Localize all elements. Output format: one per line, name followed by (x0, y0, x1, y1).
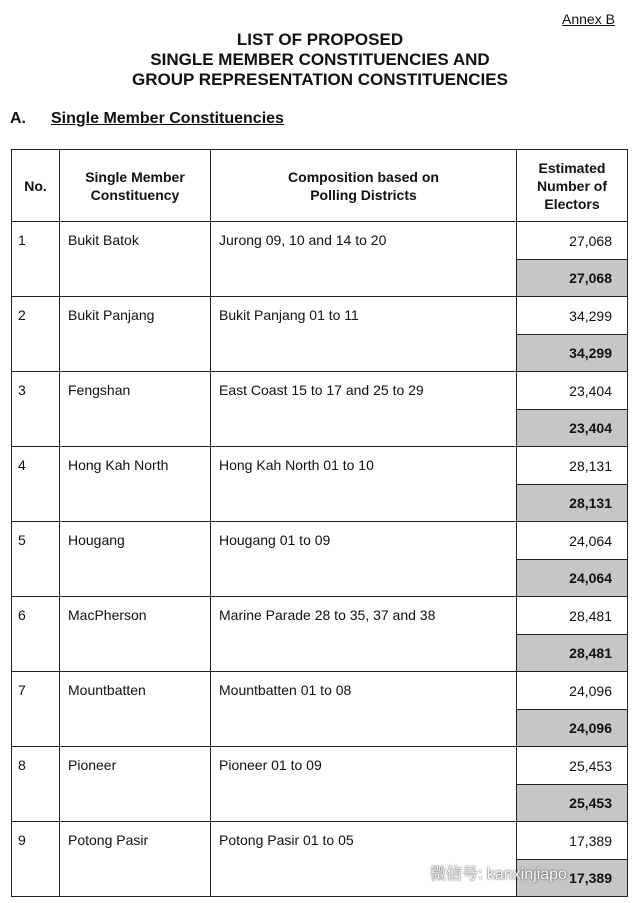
title-line: LIST OF PROPOSED (236, 30, 404, 49)
title-line: GROUP REPRESENTATION CONSTITUENCIES (132, 70, 508, 89)
composition: Potong Pasir 01 to 05 (211, 822, 517, 897)
row-number: 5 (12, 522, 60, 597)
constituency-name: Mountbatten (60, 672, 211, 747)
constituency-name: Hong Kah North (60, 447, 211, 522)
watermark (398, 858, 634, 886)
table-row (12, 222, 628, 260)
electors-value: 34,299 (517, 297, 628, 335)
table-row (12, 447, 628, 485)
section-heading (10, 110, 284, 128)
composition: Pioneer 01 to 09 (211, 747, 517, 822)
annex-label: Annex B (562, 11, 615, 27)
document-title (0, 30, 640, 90)
table-row (12, 672, 628, 710)
constituency-name: Bukit Panjang (60, 297, 211, 372)
electors-value: 17,389 (517, 822, 628, 860)
row-number: 8 (12, 747, 60, 822)
row-number: 1 (12, 222, 60, 297)
header-no: No. (12, 150, 60, 222)
row-number: 3 (12, 372, 60, 447)
section-title: Single Member Constituencies (51, 110, 284, 127)
electors-total: 24,096 (517, 710, 628, 747)
constituency-name: Hougang (60, 522, 211, 597)
title-line: SINGLE MEMBER CONSTITUENCIES AND (150, 50, 490, 69)
table-header-row (12, 150, 628, 222)
composition: Jurong 09, 10 and 14 to 20 (211, 222, 517, 297)
table-row (12, 597, 628, 635)
header-electors: Estimated Number of Electors (517, 150, 628, 222)
header-composition: Composition based on Polling Districts (211, 150, 517, 222)
constituency-name: MacPherson (60, 597, 211, 672)
electors-total: 24,064 (517, 560, 628, 597)
electors-value: 24,064 (517, 522, 628, 560)
row-number: 6 (12, 597, 60, 672)
electors-total: 27,068 (517, 260, 628, 297)
electors-value: 28,481 (517, 597, 628, 635)
row-number: 9 (12, 822, 60, 897)
row-number: 4 (12, 447, 60, 522)
composition: East Coast 15 to 17 and 25 to 29 (211, 372, 517, 447)
electors-value: 23,404 (517, 372, 628, 410)
header-constituency: Single Member Constituency (60, 150, 211, 222)
composition: Bukit Panjang 01 to 11 (211, 297, 517, 372)
watermark-text: 微信号: kanxinjiapo (430, 865, 567, 883)
table-row (12, 747, 628, 785)
table-row (12, 297, 628, 335)
composition: Mountbatten 01 to 08 (211, 672, 517, 747)
composition: Hong Kah North 01 to 10 (211, 447, 517, 522)
electors-total: 25,453 (517, 785, 628, 822)
wechat-icon (398, 862, 424, 882)
electors-total: 34,299 (517, 335, 628, 372)
constituency-name: Bukit Batok (60, 222, 211, 297)
electors-value: 24,096 (517, 672, 628, 710)
electors-value: 25,453 (517, 747, 628, 785)
electors-total: 23,404 (517, 410, 628, 447)
composition: Hougang 01 to 09 (211, 522, 517, 597)
constituency-name: Fengshan (60, 372, 211, 447)
composition: Marine Parade 28 to 35, 37 and 38 (211, 597, 517, 672)
electors-total: 17,389 (517, 860, 628, 897)
row-number: 2 (12, 297, 60, 372)
section-letter: A. (10, 110, 26, 127)
electors-total: 28,131 (517, 485, 628, 522)
electors-value: 27,068 (517, 222, 628, 260)
row-number: 7 (12, 672, 60, 747)
electors-total: 28,481 (517, 635, 628, 672)
constituency-name: Pioneer (60, 747, 211, 822)
table-row (12, 822, 628, 860)
constituency-table (11, 149, 628, 897)
electors-value: 28,131 (517, 447, 628, 485)
constituency-name: Potong Pasir (60, 822, 211, 897)
table-row (12, 372, 628, 410)
table-row (12, 522, 628, 560)
